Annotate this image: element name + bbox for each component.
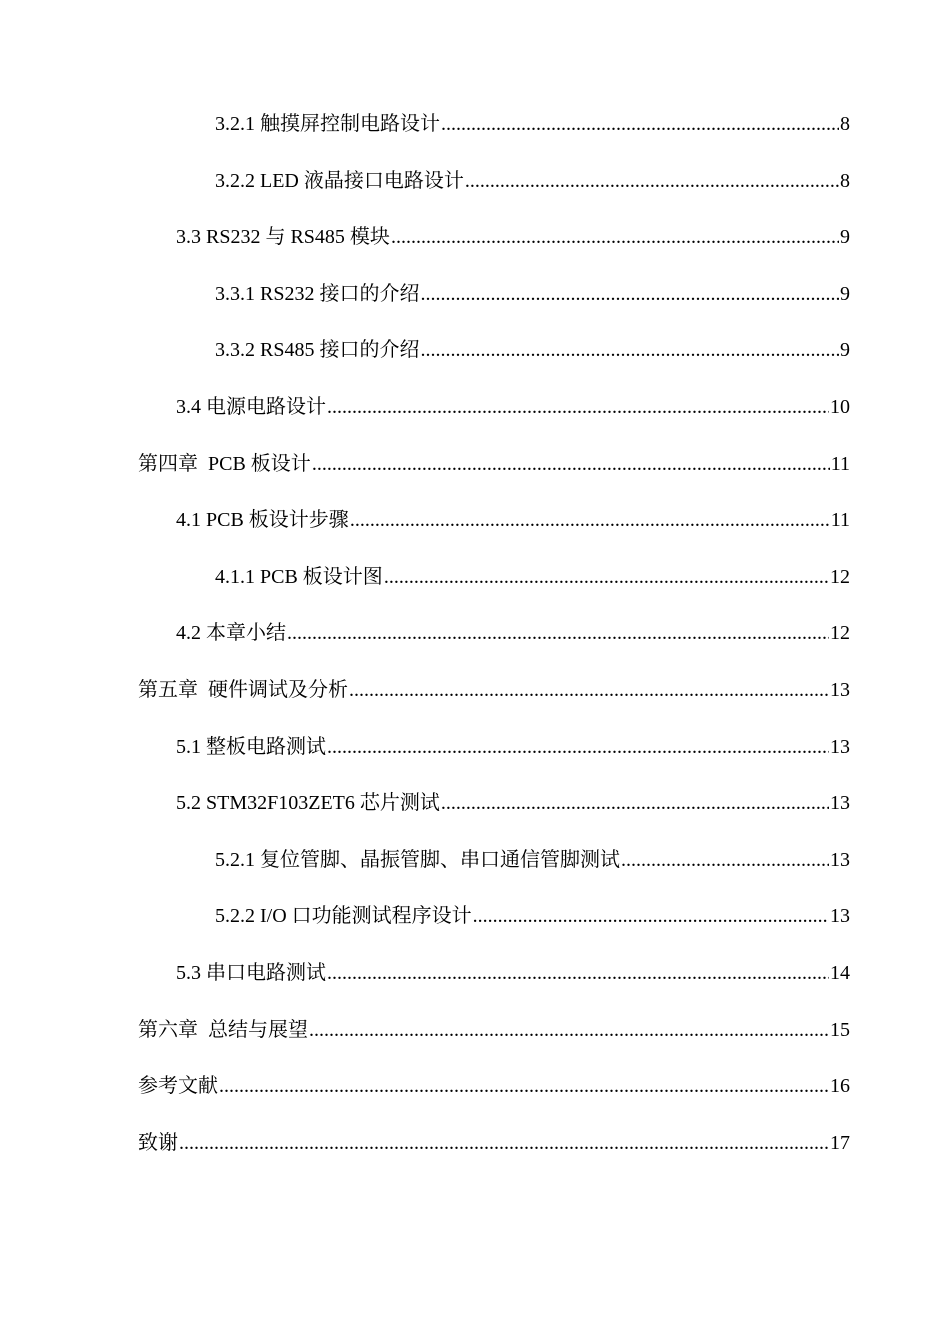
toc-entry-line [138,450,950,478]
toc-entry-title: 3.4 电源电路设计 [176,395,326,418]
toc-entry-title: 第六章 总结与展望 [138,1018,308,1041]
toc-entry-line [138,1072,950,1100]
toc-dot-leader [327,959,829,987]
toc-dot-leader [441,789,829,817]
toc-entry-line [176,393,950,421]
toc-entry-page-number: 9 [840,226,850,249]
toc-entry[interactable] [0,1129,950,1186]
toc-entry-title: 5.2.1 复位管脚、晶振管脚、串口通信管脚测试 [215,848,620,871]
toc-dot-leader [621,846,829,874]
toc-entry-page-number: 15 [830,1018,850,1041]
toc-entry-line [176,733,950,761]
toc-entry-title: 5.2 STM32F103ZET6 芯片测试 [176,792,440,815]
toc-entry-line [215,902,950,930]
toc-entry-line [176,959,950,987]
toc-entry-page-number: 13 [830,678,850,701]
toc-entry[interactable] [0,393,950,450]
toc-entry[interactable] [0,959,950,1016]
toc-entry[interactable] [0,280,950,337]
toc-entry-title: 4.1 PCB 板设计步骤 [176,509,349,532]
toc-entry-page-number: 13 [830,848,850,871]
toc-entry-page-number: 9 [840,339,850,362]
toc-dot-leader [420,336,839,364]
toc-entry-page-number: 16 [830,1075,850,1098]
toc-entry[interactable] [0,619,950,676]
toc-entry-title: 3.3.1 RS232 接口的介绍 [215,282,420,305]
toc-entry-page-number: 10 [830,395,850,418]
toc-entry[interactable] [0,336,950,393]
toc-entry-page-number: 11 [830,452,850,475]
toc-entry-page-number: 14 [830,961,850,984]
toc-dot-leader [287,619,829,647]
toc-entry-title: 参考文献 [138,1075,218,1098]
toc-entry[interactable] [0,450,950,507]
toc-entry-title: 3.3 RS232 与 RS485 模块 [176,226,390,249]
toc-entry-title: 5.1 整板电路测试 [176,735,326,758]
toc-entry[interactable] [0,563,950,620]
toc-dot-leader [219,1072,829,1100]
toc-entry-title: 5.2.2 I/O 口功能测试程序设计 [215,905,472,928]
toc-dot-leader [441,110,839,138]
toc-entry-line [176,619,950,647]
toc-entry[interactable] [0,223,950,280]
toc-entry-title: 致谢 [138,1131,178,1154]
toc-dot-leader [350,506,830,534]
toc-entry-page-number: 8 [840,169,850,192]
toc-entry-title: 3.2.2 LED 液晶接口电路设计 [215,169,464,192]
toc-dot-leader [465,167,839,195]
toc-entry[interactable] [0,676,950,733]
table-of-contents [0,110,950,1185]
toc-dot-leader [179,1129,829,1157]
toc-dot-leader [420,280,839,308]
toc-entry-page-number: 12 [830,565,850,588]
toc-entry[interactable] [0,110,950,167]
toc-entry-title: 3.2.1 触摸屏控制电路设计 [215,113,440,135]
toc-entry-title: 4.1.1 PCB 板设计图 [215,565,383,588]
toc-dot-leader [309,1016,829,1044]
toc-entry-line [215,563,950,591]
toc-entry-title: 4.2 本章小结 [176,622,286,645]
toc-entry[interactable] [0,1016,950,1073]
toc-entry-line [138,1129,950,1157]
toc-entry[interactable] [0,167,950,224]
toc-entry-page-number: 12 [830,622,850,645]
toc-entry-line [176,506,950,534]
toc-dot-leader [349,676,829,704]
toc-entry[interactable] [0,733,950,790]
toc-entry-line [215,280,950,308]
toc-entry-page-number: 13 [830,735,850,758]
toc-entry-page-number: 11 [830,509,850,532]
toc-entry[interactable] [0,846,950,903]
toc-entry-line [215,846,950,874]
toc-entry-title: 第五章 硬件调试及分析 [138,678,348,701]
toc-entry-page-number: 13 [830,905,850,928]
toc-dot-leader [391,223,839,251]
toc-entry-title: 第四章 PCB 板设计 [138,452,311,475]
toc-entry-page-number: 8 [840,113,850,135]
toc-entry-line [215,167,950,195]
toc-entry-title: 3.3.2 RS485 接口的介绍 [215,339,420,362]
toc-entry[interactable] [0,506,950,563]
toc-entry[interactable] [0,789,950,846]
toc-entry-line [138,1016,950,1044]
toc-entry-page-number: 13 [830,792,850,815]
toc-entry-line [215,336,950,364]
toc-entry[interactable] [0,1072,950,1129]
toc-dot-leader [473,902,829,930]
toc-entry-page-number: 17 [830,1131,850,1154]
toc-entry-line [176,223,950,251]
toc-entry-page-number: 9 [840,282,850,305]
toc-entry-line [176,789,950,817]
toc-entry[interactable] [0,902,950,959]
toc-entry-line [138,676,950,704]
toc-entry-title: 5.3 串口电路测试 [176,961,326,984]
toc-dot-leader [312,450,830,478]
toc-dot-leader [327,393,829,421]
toc-dot-leader [384,563,829,591]
toc-dot-leader [327,733,829,761]
toc-entry-line [215,110,950,138]
